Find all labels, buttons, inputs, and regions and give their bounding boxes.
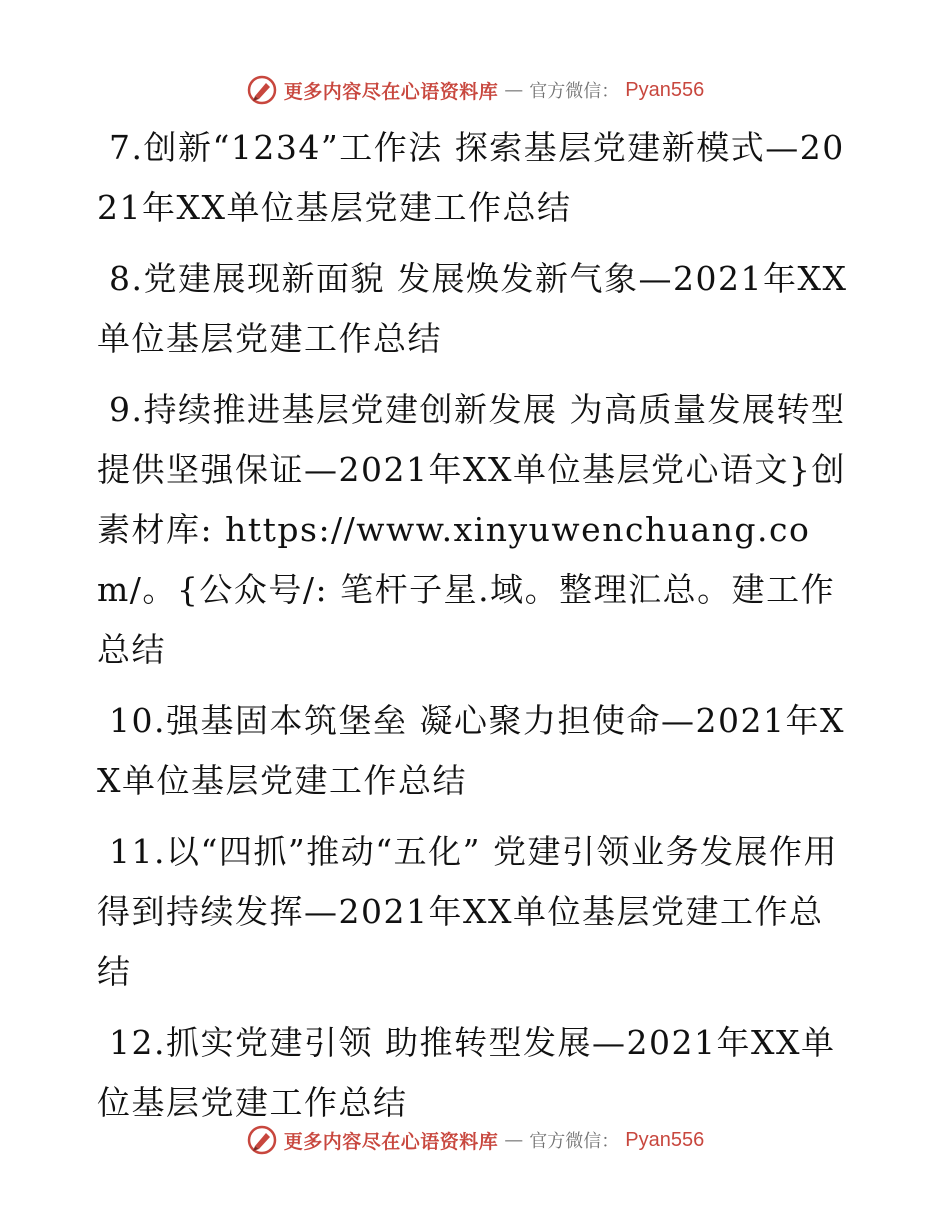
item-text: 强基固本筑堡垒 凝心聚力担使命—2021年XX单位基层党建工作总结 — [97, 701, 845, 800]
item-number: 7. — [109, 128, 144, 167]
list-item — [97, 118, 857, 238]
item-text: 以“四抓”推动“五化” 党建引领业务发展作用得到持续发挥—2021年XX单位基层党建工作总结 — [97, 832, 838, 991]
banner-wechat-label: 官方微信： — [529, 81, 620, 102]
item-number: 9. — [109, 390, 144, 429]
item-text: 党建展现新面貌 发展焕发新气象—2021年XX单位基层党建工作总结 — [97, 259, 848, 358]
pen-logo-icon — [246, 1124, 278, 1156]
banner-separator: — — [504, 1129, 524, 1151]
document-body — [97, 118, 857, 1144]
list-item — [97, 1013, 857, 1133]
item-number: 8. — [109, 259, 144, 298]
banner-separator: — — [504, 79, 524, 101]
banner-wechat-id: Pyan556 — [625, 1128, 705, 1151]
banner-title: 更多内容尽在心语资料库 — [283, 1130, 499, 1153]
header-banner — [0, 70, 950, 110]
item-text: 创新“1234”工作法 探索基层党建新模式—2021年XX单位基层党建工作总结 — [97, 128, 845, 227]
banner-wechat-id: Pyan556 — [625, 78, 705, 101]
list-item — [97, 249, 857, 369]
list-item — [97, 691, 857, 811]
banner-title: 更多内容尽在心语资料库 — [283, 80, 499, 103]
list-item — [97, 380, 857, 680]
item-number: 10. — [109, 701, 166, 740]
banner-content — [246, 74, 704, 106]
footer-banner — [0, 1120, 950, 1160]
list-item — [97, 822, 857, 1002]
banner-wechat-label: 官方微信： — [529, 1131, 620, 1152]
item-text: 持续推进基层党建创新发展 为高质量发展转型提供坚强保证—2021年XX单位基层党心语文}创素材库: https://www.xinyuwenchuang.com/。{公众号/: 笔杆子星.域。整理汇总。建工作总结 — [97, 390, 846, 669]
item-number: 12. — [109, 1023, 166, 1062]
pen-logo-icon — [246, 74, 278, 106]
item-text: 抓实党建引领 助推转型发展—2021年XX单位基层党建工作总结 — [97, 1023, 836, 1122]
banner-content — [246, 1124, 704, 1156]
item-number: 11. — [109, 832, 166, 871]
